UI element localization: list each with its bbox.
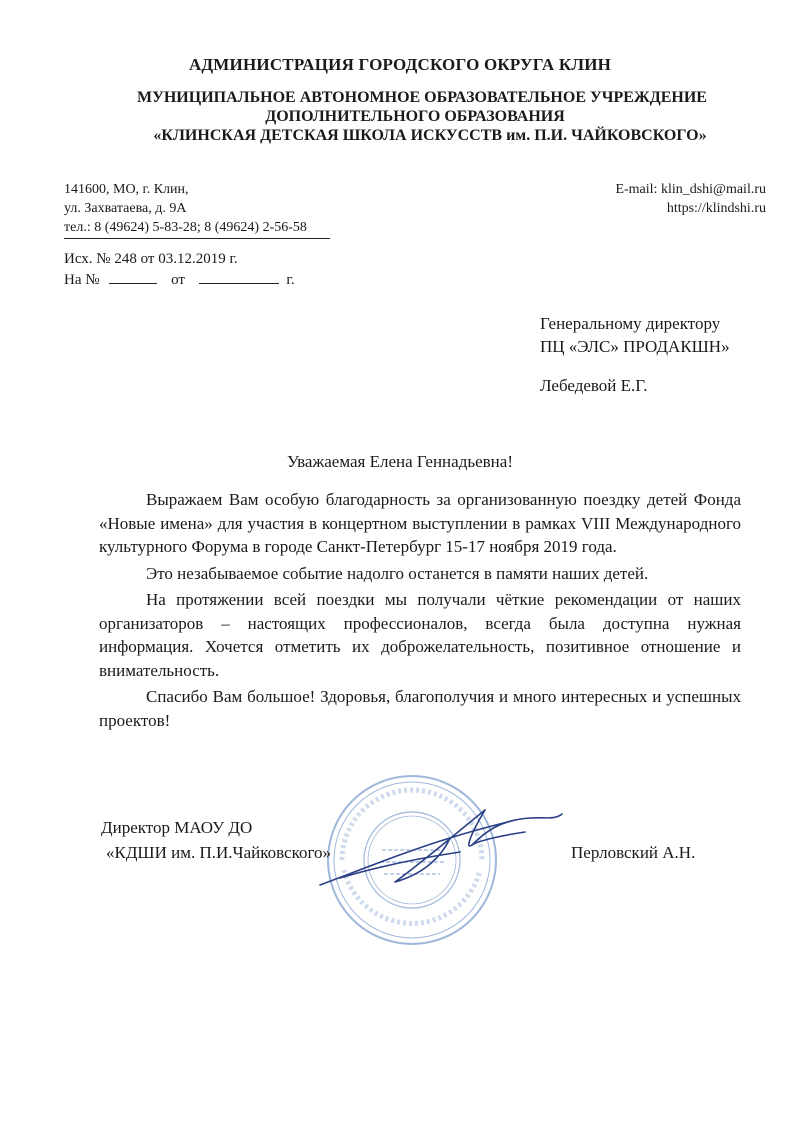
body-paragraph: На протяжении всей поездки мы получали чёткие рекомендации от наших организаторов – настоящих профессионалов, всегда была доступна нужная информация. Хочется отметить их доброжелательность, позитивное отношение и внимательность. (99, 590, 741, 680)
address-underline (64, 238, 330, 239)
organization-heading (0, 88, 800, 145)
incoming-suffix: г. (286, 272, 295, 288)
email-address: E-mail: klin_dshi@mail.ru (615, 182, 766, 197)
letter-body (99, 488, 741, 735)
body-paragraph: Выражаем Вам особую благодарность за организованную поездку детей Фонда «Новые имена» для участия в концертном выступлении в рамках VIII Международного культурного Форума в городе Санкт-Петербург 15-17 ноября 2019 года. (99, 490, 741, 556)
organization-line-1: МУНИЦИПАЛЬНОЕ АВТОНОМНОЕ ОБРАЗОВАТЕЛЬНОЕ УЧРЕЖДЕНИЕ (137, 89, 707, 106)
signatory-title-line-1: Директор МАОУ ДО (101, 818, 253, 837)
reference-block (64, 249, 295, 290)
body-paragraph: Спасибо Вам большое! Здоровья, благополучия и много интересных и успешных проектов! (99, 687, 741, 730)
signatory-title-line-2: «КДШИ им. П.И.Чайковского» (106, 843, 332, 862)
organization-line-2: ДОПОЛНИТЕЛЬНОГО ОБРАЗОВАНИЯ (265, 108, 565, 125)
organization-line-3: «КЛИНСКАЯ ДЕТСКАЯ ШКОЛА ИСКУССТВ им. П.И. ЧАЙКОВСКОГО» (153, 127, 707, 144)
addressee-name: Лебедевой Е.Г. (540, 376, 648, 395)
addressee-company: ПЦ «ЭЛС» ПРОДАКШН» (540, 337, 730, 356)
online-contacts (615, 180, 766, 218)
phone-numbers: тел.: 8 (49624) 5-83-28; 8 (49624) 2-56-58 (64, 220, 307, 235)
incoming-number (64, 269, 295, 290)
website-url: https://klindshi.ru (666, 201, 766, 216)
administration-heading: АДМИНИСТРАЦИЯ ГОРОДСКОГО ОКРУГА КЛИН (188, 55, 612, 74)
outgoing-number: Исх. № 248 от 03.12.2019 г. (64, 251, 238, 267)
postal-address (64, 180, 307, 237)
handwritten-signature-icon (300, 790, 570, 900)
address-line-1: 141600, МО, г. Клин, (64, 182, 189, 197)
addressee-position: Генеральному директору (540, 314, 721, 333)
incoming-number-blank (109, 269, 157, 284)
body-paragraph: Это незабываемое событие надолго останется в памяти наших детей. (146, 563, 649, 583)
incoming-date-blank (199, 269, 279, 284)
incoming-prefix: На № (64, 272, 100, 288)
salutation: Уважаемая Елена Геннадьевна! (287, 452, 513, 471)
incoming-from: от (171, 272, 185, 288)
address-line-2: ул. Захватаева, д. 9А (64, 201, 187, 216)
signatory-name: Перловский А.Н. (571, 843, 696, 862)
